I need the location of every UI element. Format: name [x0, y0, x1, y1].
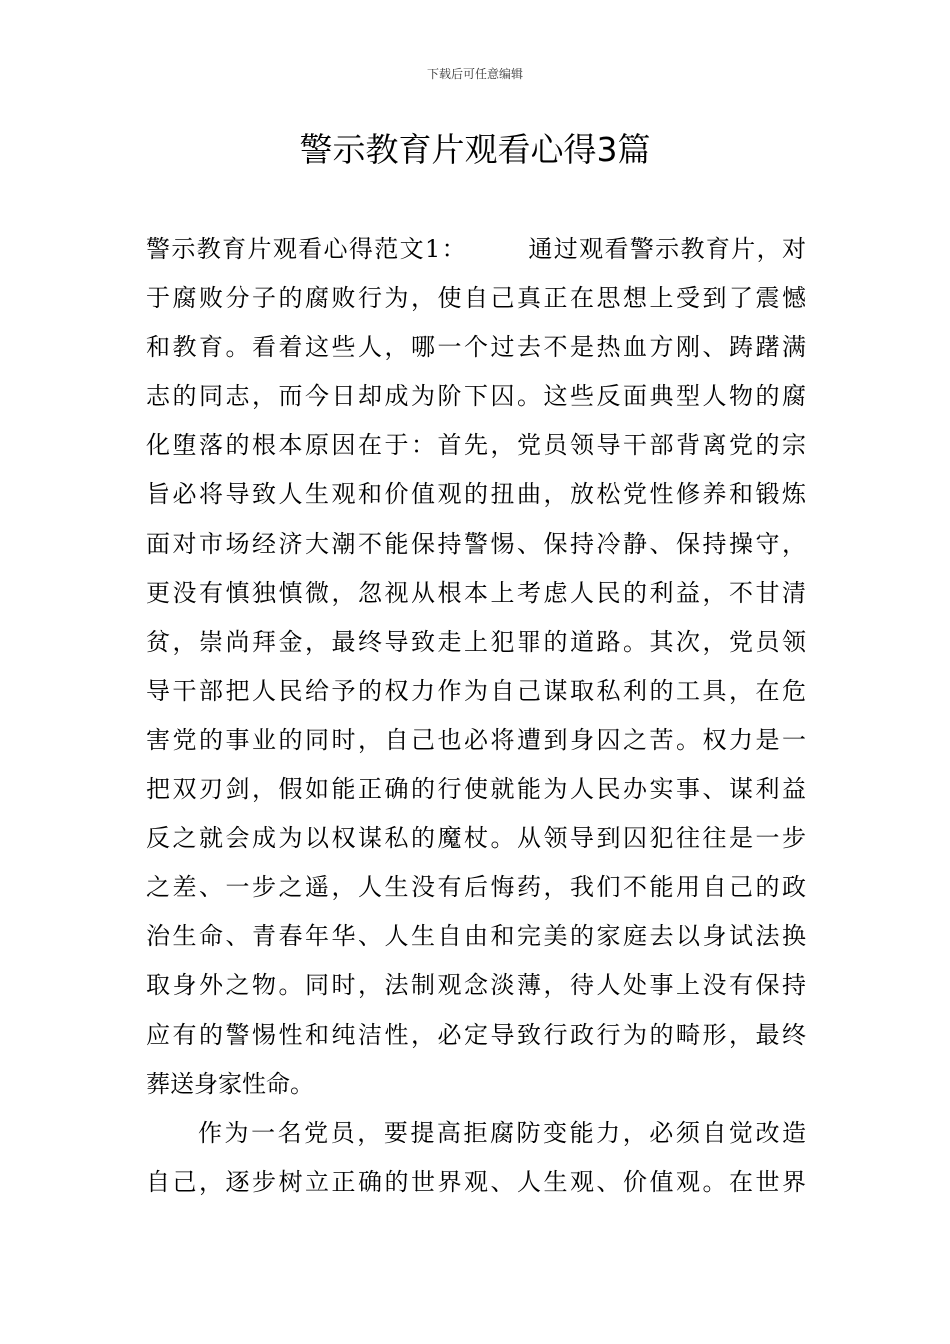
- paragraph-line: 之差、一步之遥，人生没有后悔药，我们不能用自己的政: [146, 873, 806, 902]
- document-body: [146, 225, 806, 1207]
- paragraph-line: 面对市场经济大潮不能保持警惕、保持冷静、保持操守，: [146, 529, 806, 558]
- paragraph-line: 把双刃剑，假如能正确的行使就能为人民办实事、谋利益: [146, 775, 806, 804]
- paragraph-line: 贫，崇尚拜金，最终导致走上犯罪的道路。其次，党员领: [146, 627, 806, 656]
- paragraph-line: 导干部把人民给予的权力作为自己谋取私利的工具，在危: [146, 676, 806, 705]
- paragraph-line: 警示教育片观看心得范文1： 通过观看警示教育片，对: [146, 235, 806, 263]
- paragraph-line: 志的同志，而今日却成为阶下囚。这些反面典型人物的腐: [146, 382, 806, 411]
- document-title: 警示教育片观看心得3篇: [299, 130, 651, 169]
- paragraph-2: [146, 1109, 806, 1207]
- paragraph-line: 和教育。看着这些人，哪一个过去不是热血方刚、踌躇满: [146, 333, 806, 362]
- paragraph-line: 作为一名党员，要提高拒腐防变能力，必须自觉改造: [198, 1118, 806, 1147]
- paragraph-1: [146, 225, 806, 1109]
- paragraph-line: 自己，逐步树立正确的世界观、人生观、价值观。在世界: [146, 1167, 806, 1196]
- paragraph-line: 葬送身家性命。: [146, 1069, 314, 1098]
- header-note: 下载后可任意编辑: [426, 67, 523, 81]
- paragraph-line: 化堕落的根本原因在于：首先，党员领导干部背离党的宗: [146, 431, 806, 460]
- paragraph-line: 害党的事业的同时，自己也必将遭到身囚之苦。权力是一: [146, 725, 806, 754]
- paragraph-line: 旨必将导致人生观和价值观的扭曲，放松党性修养和锻炼: [146, 480, 806, 509]
- paragraph-line: 治生命、青春年华、人生自由和完美的家庭去以身试法换: [146, 922, 806, 951]
- paragraph-line: 反之就会成为以权谋私的魔杖。从领导到囚犯往往是一步: [146, 824, 806, 853]
- paragraph-line: 取身外之物。同时，法制观念淡薄，待人处事上没有保持: [146, 971, 806, 1000]
- paragraph-line: 于腐败分子的腐败行为，使自己真正在思想上受到了震憾: [146, 284, 806, 313]
- paragraph-line: 更没有慎独慎微，忽视从根本上考虑人民的利益，不甘清: [146, 578, 806, 607]
- paragraph-line: 应有的警惕性和纯洁性，必定导致行政行为的畸形，最终: [146, 1020, 806, 1049]
- section-lead: 警示教育片观看心得范文1：: [146, 235, 467, 263]
